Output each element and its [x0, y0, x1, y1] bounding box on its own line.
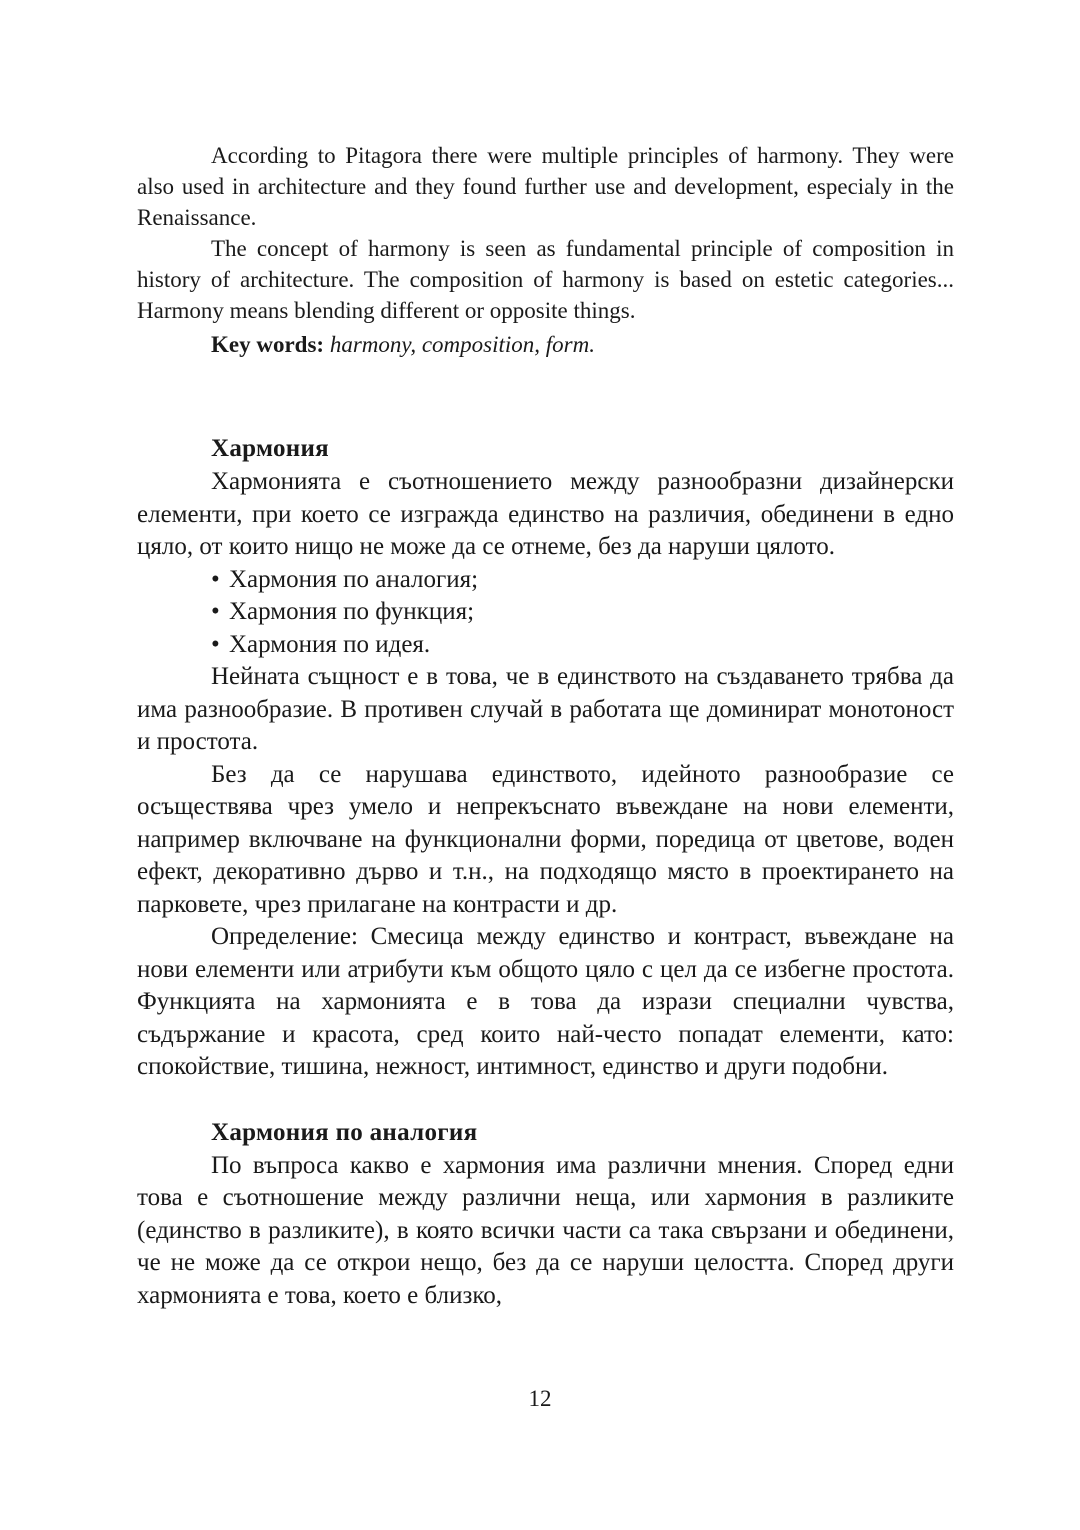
keywords-line	[137, 329, 954, 360]
list-item-text: Хармония по функция;	[229, 598, 475, 625]
body-paragraph: Без да се нарушава единството, идейното разнообразие се осъществява чрез умело и непрекъснато въвеждане на нови елементи, например включване на функционални форми, поредица от цветове, воден ефект, декоративно дърво и т.н., на подходящо място в проектирането на парковете, чрез прилагане на контрасти и др.	[137, 760, 954, 918]
keywords-label: Key words:	[211, 332, 325, 357]
bullet-icon: •	[211, 598, 220, 625]
harmony-types-list	[137, 564, 954, 662]
list-item-text: Хармония по аналогия;	[229, 565, 479, 593]
body-paragraph: Определение: Смесица между единство и контраст, въвеждане на нови елементи или атрибути към общото цяло с цел да се избегне простота. Функцията на хармонията е в това да изрази специални чувства, съдържание и красота, сред които най-често попадат елементи, като: спокойствие, тишина, нежност, интимност, единство и други подобни.	[137, 923, 954, 1080]
list-item	[211, 596, 954, 629]
section-spacer	[137, 1084, 954, 1116]
section-intro-paragraph: Хармонията е съотношението между разнообразни дизайнерски елементи, при което се изгражда единство на различия, обединени в едно цяло, от които нищо не може да се отнеме, без да наруши цялото.	[137, 468, 954, 560]
bullet-icon: •	[211, 565, 220, 593]
section-heading-harmony: Хармония	[211, 435, 330, 462]
list-item	[211, 629, 954, 662]
abstract-paragraph-1: According to Pitagora there were multiple principles of harmony. They were also used in architecture and they found further use and development, especialy in the Renaissance.	[137, 143, 954, 230]
section-heading-harmony-by-analogy: Хармония по аналогия	[211, 1118, 478, 1146]
abstract-paragraph-2: The concept of harmony is seen as fundamental principle of composition in history of architecture. The composition of harmony is based on estetic categories... Harmony means blending different or opposite things.	[137, 236, 954, 323]
body-paragraph: По въпроса какво е хармония има различни мнения. Според едни това е съотношение между различни неща, или хармония в разликите (единство в разликите), в която всички части са така свързани и обединени, че не може да се открои нещо, без да се наруши целостта. Според други хармонията е това, което е близко,	[137, 1151, 954, 1309]
page-content	[137, 140, 954, 1312]
list-item	[211, 564, 954, 597]
body-text	[137, 432, 954, 1312]
body-paragraph: Нейната същност е в това, че в единството на създаването трябва да има разнообразие. В противен случай в работата ще доминират монотоност и простота.	[137, 663, 954, 755]
abstract	[137, 140, 954, 360]
page-number: 12	[528, 1386, 552, 1411]
list-item-text: Хармония по идея.	[229, 630, 431, 658]
keywords-terms: harmony, composition, form.	[329, 332, 595, 357]
bullet-icon: •	[211, 630, 220, 658]
